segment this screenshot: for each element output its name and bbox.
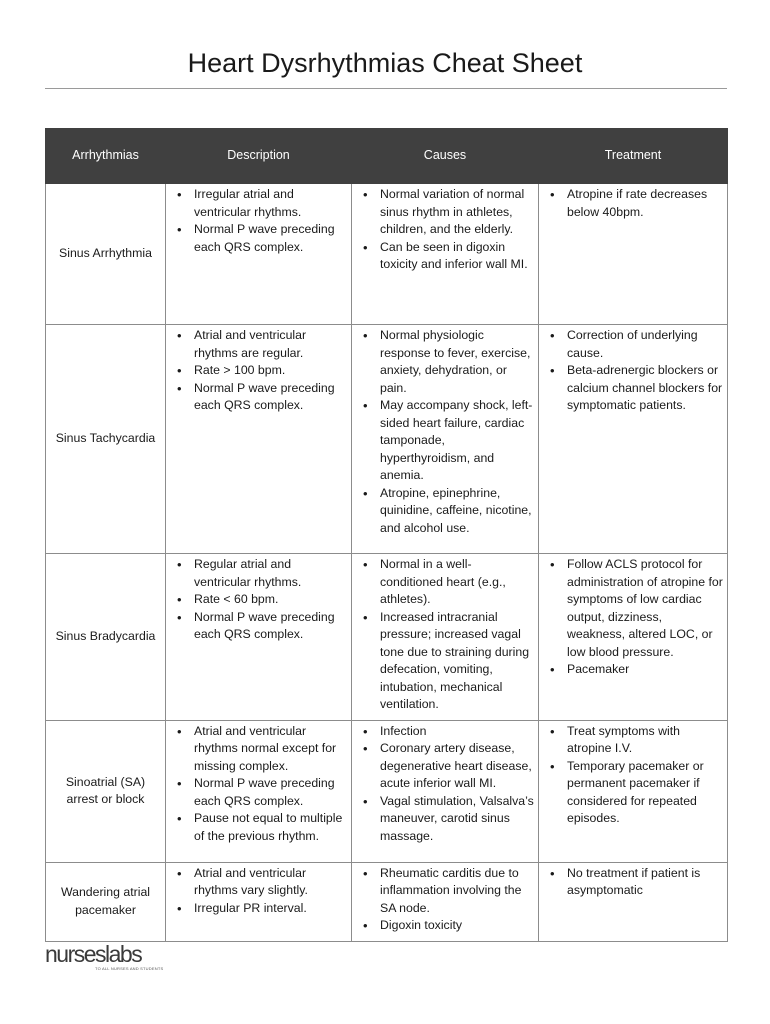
list-item: • Regular atrial and ventricular rhythms.: [166, 556, 351, 591]
table-header-row: [46, 129, 728, 184]
list-item: • Normal variation of normal sinus rhythm in athletes, children, and the elderly.: [352, 186, 538, 239]
arrhythmia-name: Wandering atrial pacemaker: [46, 862, 166, 941]
table-row: [46, 554, 728, 721]
header-arrhythmias: Arrhythmias: [46, 129, 166, 184]
causes-cell: [352, 554, 539, 721]
treatment-cell: [539, 325, 728, 554]
description-cell: [166, 554, 352, 721]
logo-wordmark: nurseslabs: [45, 941, 142, 967]
header-description: Description: [166, 129, 352, 184]
list-item: • Beta-adrenergic blockers or calcium channel blockers for symptomatic patients.: [539, 362, 727, 415]
list-item: • Rate > 100 bpm.: [166, 362, 351, 380]
arrhythmia-name: Sinus Bradycardia: [46, 554, 166, 721]
treatment-cell: [539, 720, 728, 862]
description-cell: [166, 325, 352, 554]
list-item: • Normal P wave preceding each QRS complex.: [166, 775, 351, 810]
arrhythmia-name: Sinus Tachycardia: [46, 325, 166, 554]
description-cell: [166, 184, 352, 325]
dysrhythmia-table: [45, 128, 728, 942]
treatment-cell: [539, 184, 728, 325]
list-item: • Rheumatic carditis due to inflammation involving the SA node.: [352, 865, 538, 918]
list-item: • Normal in a well-conditioned heart (e.g., athletes).: [352, 556, 538, 609]
causes-cell: [352, 720, 539, 862]
list-item: • Pacemaker: [539, 661, 727, 679]
list-item: • Correction of underlying cause.: [539, 327, 727, 362]
header-treatment: Treatment: [539, 129, 728, 184]
table-row: [46, 862, 728, 941]
table-row: [46, 325, 728, 554]
list-item: • Atrial and ventricular rhythms are regular.: [166, 327, 351, 362]
list-item: • Temporary pacemaker or permanent pacemaker if considered for repeated episodes.: [539, 758, 727, 828]
header-causes: Causes: [352, 129, 539, 184]
list-item: • Pause not equal to multiple of the previous rhythm.: [166, 810, 351, 845]
causes-cell: [352, 862, 539, 941]
list-item: • Irregular PR interval.: [166, 900, 351, 918]
nurseslabs-logo: [45, 937, 164, 977]
list-item: • Rate < 60 bpm.: [166, 591, 351, 609]
page-title: Heart Dysrhythmias Cheat Sheet: [187, 48, 583, 78]
list-item: • Atrial and ventricular rhythms vary slightly.: [166, 865, 351, 900]
list-item: • May accompany shock, left-sided heart failure, cardiac tamponade, hyperthyroidism, and anemia.: [352, 397, 538, 485]
causes-cell: [352, 325, 539, 554]
list-item: • Digoxin toxicity: [352, 917, 538, 935]
list-item: • Increased intracranial pressure; increased vagal tone due to straining during defecation, vomiting, intubation, mechanical ventilation.: [352, 609, 538, 714]
list-item: • Coronary artery disease, degenerative heart disease, acute inferior wall MI.: [352, 740, 538, 793]
list-item: • Normal P wave preceding each QRS complex.: [166, 221, 351, 256]
list-item: • Can be seen in digoxin toxicity and inferior wall MI.: [352, 239, 538, 274]
list-item: • Atrial and ventricular rhythms normal except for missing complex.: [166, 723, 351, 776]
treatment-cell: [539, 862, 728, 941]
description-cell: [166, 720, 352, 862]
causes-cell: [352, 184, 539, 325]
list-item: • Follow ACLS protocol for administration of atropine for symptoms of low cardiac output, dizziness, weakness, altered LOC, or low blood pressure.: [539, 556, 727, 661]
list-item: • Vagal stimulation, Valsalva’s maneuver, carotid sinus massage.: [352, 793, 538, 846]
table-row: [46, 720, 728, 862]
list-item: • Normal physiologic response to fever, exercise, anxiety, dehydration, or pain.: [352, 327, 538, 397]
list-item: • No treatment if patient is asymptomatic: [539, 865, 727, 900]
list-item: • Atropine, epinephrine, quinidine, caffeine, nicotine, and alcohol use.: [352, 485, 538, 538]
list-item: • Irregular atrial and ventricular rhythms.: [166, 186, 351, 221]
list-item: • Treat symptoms with atropine I.V.: [539, 723, 727, 758]
list-item: • Normal P wave preceding each QRS complex.: [166, 380, 351, 415]
arrhythmia-name: Sinus Arrhythmia: [46, 184, 166, 325]
list-item: • Infection: [352, 723, 538, 741]
list-item: • Normal P wave preceding each QRS complex.: [166, 609, 351, 644]
table-row: [46, 184, 728, 325]
logo-tagline: TO ALL NURSES AND STUDENTS: [95, 966, 164, 971]
title-divider: [45, 88, 727, 89]
list-item: • Atropine if rate decreases below 40bpm.: [539, 186, 727, 221]
description-cell: [166, 862, 352, 941]
arrhythmia-name: Sinoatrial (SA) arrest or block: [46, 720, 166, 862]
treatment-cell: [539, 554, 728, 721]
